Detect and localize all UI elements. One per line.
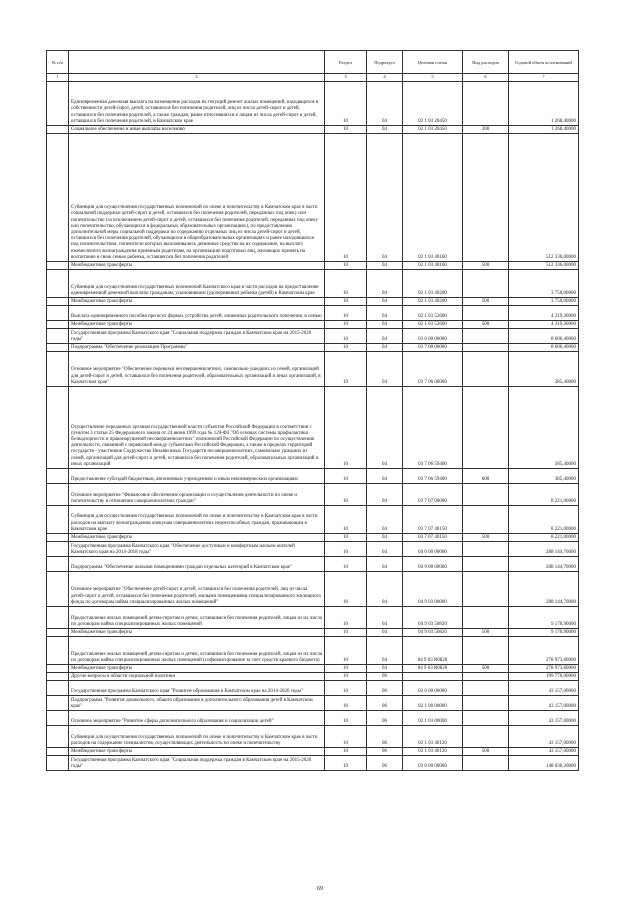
table-row	[47, 696, 579, 711]
header-total: Годовой объем ассигнований	[509, 51, 579, 74]
row-total-cell: 199 770,00000	[509, 673, 579, 681]
row-section-cell: 10	[325, 726, 367, 748]
row-section-cell: 10	[325, 329, 367, 344]
row-exptype-cell	[463, 344, 509, 352]
row-subsection-cell: 06	[367, 748, 403, 756]
row-num-cell	[47, 629, 69, 637]
row-num-cell	[47, 607, 69, 629]
row-subsection-cell: 04	[367, 665, 403, 673]
row-total-cell: 288 144,70000	[509, 542, 579, 557]
row-target-cell: 02 1 03 40120	[403, 748, 463, 756]
row-total-cell: 43 157,00000	[509, 748, 579, 756]
row-name-cell: Межбюджетные трансферты	[69, 534, 325, 542]
row-section-cell: 10	[325, 681, 367, 696]
row-exptype-cell	[463, 756, 509, 771]
row-exptype-cell	[463, 637, 509, 665]
row-total-cell: 8 606,40000	[509, 344, 579, 352]
row-total-cell: 148 030,20000	[509, 756, 579, 771]
row-section-cell: 10	[325, 711, 367, 726]
col-number: 3	[325, 74, 367, 82]
row-num-cell	[47, 711, 69, 726]
row-total-cell: 288 144,70000	[509, 557, 579, 572]
row-target-cell: 02 1 03 40200	[403, 270, 463, 298]
row-exptype-cell: 500	[463, 321, 509, 329]
row-subsection-cell: 04	[367, 607, 403, 629]
table-row	[47, 352, 579, 387]
row-target-cell: 04 9 03 50820	[403, 607, 463, 629]
row-exptype-cell	[463, 681, 509, 696]
row-target-cell: 02 1 03 40160	[403, 262, 463, 270]
row-target-cell: 02 0 00 00000	[403, 681, 463, 696]
row-total-cell: 385,40000	[509, 469, 579, 484]
row-name-cell: Единовременная денежная выплата на возмещение расходов на текущий ремонт жилых помещений, находящихся в собственности детей-сирот, детей, оставшихся без попечения родителей, лиц из числа детей-сирот и детей, оставшихся без попечения родителей, а также граждан, ранее относившихся к лицам из числа детей-сирот и детей, оставшихся без попечения родителей, в Камчатском крае	[69, 82, 325, 126]
row-exptype-cell	[463, 82, 509, 126]
row-num-cell	[47, 82, 69, 126]
row-exptype-cell	[463, 542, 509, 557]
row-section-cell: 10	[325, 557, 367, 572]
row-name-cell: Другие вопросы в области социальной политики	[69, 673, 325, 681]
row-subsection-cell: 04	[367, 534, 403, 542]
table-row	[47, 469, 579, 484]
row-name-cell: Межбюджетные трансферты	[69, 629, 325, 637]
row-total-cell: 9 170,90000	[509, 607, 579, 629]
row-total-cell: 385,40000	[509, 352, 579, 387]
row-subsection-cell: 04	[367, 352, 403, 387]
row-num-cell	[47, 665, 69, 673]
row-section-cell: 10	[325, 134, 367, 262]
col-number: 5	[403, 74, 463, 82]
row-total-cell: 43 157,00000	[509, 711, 579, 726]
row-exptype-cell	[463, 607, 509, 629]
table-row	[47, 321, 579, 329]
row-section-cell: 10	[325, 542, 367, 557]
row-name-cell: Подпрограмма "Обеспечение реализации Программы"	[69, 344, 325, 352]
header-subsection: Подраздел	[367, 51, 403, 74]
row-target-cell: 04 9 03 R0820	[403, 637, 463, 665]
row-target-cell: 04 9 03 00000	[403, 572, 463, 607]
row-exptype-cell: 500	[463, 665, 509, 673]
table-header-row	[47, 51, 579, 74]
row-name-cell: Предоставление жилых помещений детям-сиротам и детям, оставшимся без попечения родителей, лицам из их числа по договорам найма специализированных жилых помещений (софинансирование за счет средств краевого бюджета)	[69, 637, 325, 665]
col-number: 6	[463, 74, 509, 82]
row-subsection-cell: 04	[367, 298, 403, 306]
row-total-cell: 8 606,40000	[509, 329, 579, 344]
row-total-cell: 8 221,00000	[509, 484, 579, 506]
row-subsection-cell: 06	[367, 756, 403, 771]
table-row	[47, 82, 579, 126]
row-num-cell	[47, 329, 69, 344]
table-row	[47, 506, 579, 534]
table-row	[47, 484, 579, 506]
table-row	[47, 126, 579, 134]
row-total-cell: 278 973,80000	[509, 665, 579, 673]
row-target-cell: 04 0 00 00000	[403, 542, 463, 557]
row-subsection-cell: 04	[367, 387, 403, 469]
row-target-cell: 04 9 03 50820	[403, 629, 463, 637]
row-exptype-cell: 500	[463, 534, 509, 542]
row-num-cell	[47, 726, 69, 748]
row-subsection-cell: 04	[367, 557, 403, 572]
row-target-cell: 02 1 03 52600	[403, 306, 463, 321]
row-name-cell: Предоставление жилых помещений детям-сиротам и детям, оставшимся без попечения родителей, лицам из их числа по договорам найма специализированных жилых помещений	[69, 607, 325, 629]
row-total-cell: 43 157,00000	[509, 696, 579, 711]
row-exptype-cell: 300	[463, 126, 509, 134]
row-total-cell: 43 157,00000	[509, 681, 579, 696]
row-name-cell: Подпрограмма "Развитие дошкольного, общего образования и дополнительного образования детей в Камчатском крае"	[69, 696, 325, 711]
row-total-cell: 3 750,00000	[509, 298, 579, 306]
row-num-cell	[47, 387, 69, 469]
row-subsection-cell: 04	[367, 262, 403, 270]
row-target-cell: 02 1 03 20450	[403, 82, 463, 126]
table-row	[47, 607, 579, 629]
row-num-cell	[47, 270, 69, 298]
row-section-cell: 10	[325, 665, 367, 673]
table-row	[47, 134, 579, 262]
row-exptype-cell	[463, 352, 509, 387]
row-exptype-cell	[463, 557, 509, 572]
row-name-cell: Государственная программа Камчатского края "Развитие образования в Камчатском крае на 2014-2020 годы"	[69, 681, 325, 696]
row-name-cell: Субвенции для осуществления государственных полномочий по опеке и попечительству в Камчатском крае в части расходов на содержание специалистов, осуществляющих деятельность по опеке и попечительству	[69, 726, 325, 748]
row-section-cell: 10	[325, 306, 367, 321]
row-subsection-cell: 04	[367, 134, 403, 262]
row-name-cell: Субвенции для осуществления государственных полномочий по опеке и попечительству в Камчатском крае в части социальной поддержки детей-сирот и детей, оставшихся без попечения родителей, переданных под опеку или попечительство (за исключением детей-сирот и детей, оставшихся без попечения родителей, переданных под опеку или попечительство, обучающихся в федеральных образовательных организациях), по предоставлению дополнительной меры социальной поддержки по содержанию отдельных лиц из числа детей-сирот и детей, оставшихся без попечения родителей, обучающихся в общеобразовательных организациях и ранее находившихся под попечительством, попечители которых выплачивались денежные средства на их содержание, на выплату ежемесячного вознаграждения приемным родителям, на организацию подготовки лиц, желающих принять на воспитание в свою семью ребенка, оставшегося без попечения родителей	[69, 134, 325, 262]
row-name-cell: Государственная программа Камчатского края "Обеспечение доступным и комфортным жильем жителей Камчатского края на 2014-2018 годы"	[69, 542, 325, 557]
row-subsection-cell: 04	[367, 572, 403, 607]
row-num-cell	[47, 126, 69, 134]
table-row	[47, 726, 579, 748]
table-row	[47, 387, 579, 469]
row-exptype-cell	[463, 506, 509, 534]
row-exptype-cell	[463, 134, 509, 262]
table-row	[47, 756, 579, 771]
row-num-cell	[47, 506, 69, 534]
table-row	[47, 542, 579, 557]
table-row	[47, 748, 579, 756]
row-target-cell: 02 1 03 40120	[403, 726, 463, 748]
table-row	[47, 673, 579, 681]
row-num-cell	[47, 321, 69, 329]
row-name-cell: Основное мероприятие "Обеспечение перевозки несовершеннолетних, самовольно ушедших из семей, организаций для детей-сирот и детей, оставшихся без попечения родителей, образовательных организаций и иных организаций, в Камчатском крае"	[69, 352, 325, 387]
row-num-cell	[47, 469, 69, 484]
row-exptype-cell: 600	[463, 469, 509, 484]
row-exptype-cell	[463, 484, 509, 506]
table-row	[47, 262, 579, 270]
row-target-cell: 03 7 06 00000	[403, 352, 463, 387]
row-subsection-cell: 06	[367, 711, 403, 726]
row-target-cell	[403, 673, 463, 681]
row-name-cell: Основное мероприятие "Обеспечение детей-сирот и детей, оставшихся без попечения родителей, лиц из числа детей-сирот и детей, оставшихся без попечения родителей, жилыми помещениями специализированного жилищного фонда по договорам найма специализированных жилых помещений"	[69, 572, 325, 607]
row-target-cell: 02 1 03 20450	[403, 126, 463, 134]
row-name-cell: Выплата единовременного пособия при всех формах устройства детей, лишенных родительского попечения, в семью	[69, 306, 325, 321]
row-section-cell: 10	[325, 673, 367, 681]
row-name-cell: Осуществление переданных органам государственной власти субъектов Российской Федерации в соответствии с пунктом 3 статьи 25 Федерального закона от 24 июня 1999 года № 120-ФЗ "Об основах системы профилактики безнадзорности и правонарушений несовершеннолетних" полномочий Российской Федерации по осуществлению деятельности, связанной с перевозкой между субъектами Российской Федерации, а также в пределах территорий государств - участников Содружества Независимых Государств несовершеннолетних, самовольно ушедших из семей, организаций для детей-сирот и детей, оставшихся без попечения родителей, образовательных организаций и иных организаций	[69, 387, 325, 469]
row-target-cell: 04 9 03 R0820	[403, 665, 463, 673]
row-name-cell: Предоставление субсидий бюджетным, автономным учреждениям и иным некоммерческим организациям	[69, 469, 325, 484]
row-target-cell: 02 1 03 40160	[403, 134, 463, 262]
row-name-cell: Субвенции для осуществления государственных полномочий Камчатского края в части расходов на предоставление единовременной денежной выплаты гражданам, усыновившим (удочерившим) ребенка (детей) в Камчатском крае	[69, 270, 325, 298]
row-total-cell: 385,40000	[509, 387, 579, 469]
row-num-cell	[47, 542, 69, 557]
row-name-cell: Государственная программа Камчатского края "Социальная поддержка граждан в Камчатском крае на 2015-2020 годы"	[69, 329, 325, 344]
row-total-cell: 4 319,30000	[509, 306, 579, 321]
row-section-cell: 10	[325, 607, 367, 629]
row-num-cell	[47, 696, 69, 711]
table-row	[47, 681, 579, 696]
row-section-cell: 10	[325, 748, 367, 756]
table-row	[47, 306, 579, 321]
row-target-cell: 03 7 06 59400	[403, 387, 463, 469]
row-section-cell: 10	[325, 696, 367, 711]
row-exptype-cell	[463, 270, 509, 298]
row-target-cell: 03 7 07 40150	[403, 534, 463, 542]
row-subsection-cell: 04	[367, 629, 403, 637]
row-section-cell: 10	[325, 262, 367, 270]
table-row	[47, 298, 579, 306]
row-num-cell	[47, 756, 69, 771]
row-exptype-cell	[463, 726, 509, 748]
row-subsection-cell: 06	[367, 673, 403, 681]
budget-table-page	[46, 50, 578, 771]
table-row	[47, 344, 579, 352]
row-subsection-cell: 04	[367, 306, 403, 321]
row-exptype-cell: 500	[463, 748, 509, 756]
row-name-cell: Основное мероприятие "Финансовое обеспечение организации и осуществления деятельности по опеке и попечительству в отношении совершеннолетних граждан"	[69, 484, 325, 506]
table-row	[47, 534, 579, 542]
row-num-cell	[47, 306, 69, 321]
row-subsection-cell: 06	[367, 681, 403, 696]
table-row	[47, 711, 579, 726]
row-name-cell: Межбюджетные трансферты	[69, 665, 325, 673]
row-section-cell: 10	[325, 126, 367, 134]
row-subsection-cell: 04	[367, 484, 403, 506]
row-target-cell: 02 1 03 40200	[403, 298, 463, 306]
row-section-cell: 10	[325, 484, 367, 506]
row-section-cell: 10	[325, 629, 367, 637]
row-target-cell: 02 1 03 00000	[403, 711, 463, 726]
row-section-cell: 10	[325, 572, 367, 607]
row-total-cell: 288 144,70000	[509, 572, 579, 607]
row-exptype-cell	[463, 306, 509, 321]
col-number: 7	[509, 74, 579, 82]
row-num-cell	[47, 673, 69, 681]
row-num-cell	[47, 748, 69, 756]
row-subsection-cell: 04	[367, 126, 403, 134]
row-exptype-cell	[463, 711, 509, 726]
table-row	[47, 572, 579, 607]
header-name	[69, 51, 325, 74]
row-subsection-cell: 06	[367, 726, 403, 748]
col-number: 4	[367, 74, 403, 82]
row-total-cell: 4 319,30000	[509, 321, 579, 329]
row-num-cell	[47, 298, 69, 306]
row-section-cell: 10	[325, 82, 367, 126]
row-subsection-cell: 04	[367, 329, 403, 344]
row-target-cell: 04 9 00 00000	[403, 557, 463, 572]
column-numbering-row	[47, 74, 579, 82]
row-num-cell	[47, 681, 69, 696]
row-num-cell	[47, 484, 69, 506]
header-target: Целевая статья	[403, 51, 463, 74]
row-section-cell: 10	[325, 321, 367, 329]
row-total-cell: 9 170,90000	[509, 629, 579, 637]
row-exptype-cell	[463, 673, 509, 681]
row-section-cell: 10	[325, 270, 367, 298]
row-total-cell: 512 336,00000	[509, 262, 579, 270]
row-subsection-cell: 06	[367, 696, 403, 711]
row-section-cell: 10	[325, 534, 367, 542]
row-num-cell	[47, 572, 69, 607]
row-num-cell	[47, 637, 69, 665]
row-num-cell	[47, 352, 69, 387]
row-name-cell: Межбюджетные трансферты	[69, 262, 325, 270]
row-num-cell	[47, 262, 69, 270]
row-subsection-cell: 04	[367, 469, 403, 484]
table-row	[47, 665, 579, 673]
row-total-cell: 278 973,80000	[509, 637, 579, 665]
row-subsection-cell: 04	[367, 344, 403, 352]
col-number: 2	[69, 74, 325, 82]
row-name-cell: Социальное обеспечение и иные выплаты населению	[69, 126, 325, 134]
row-exptype-cell	[463, 387, 509, 469]
row-exptype-cell	[463, 572, 509, 607]
row-subsection-cell: 04	[367, 270, 403, 298]
row-section-cell: 10	[325, 506, 367, 534]
header-section: Раздел	[325, 51, 367, 74]
row-subsection-cell: 04	[367, 82, 403, 126]
row-target-cell: 03 0 00 00000	[403, 756, 463, 771]
row-total-cell: 43 157,00000	[509, 726, 579, 748]
row-section-cell: 10	[325, 298, 367, 306]
row-num-cell	[47, 344, 69, 352]
table-row	[47, 270, 579, 298]
row-target-cell: 02 1 00 00000	[403, 696, 463, 711]
row-total-cell: 8 221,00000	[509, 534, 579, 542]
row-exptype-cell	[463, 696, 509, 711]
row-total-cell: 512 336,00000	[509, 134, 579, 262]
row-subsection-cell: 04	[367, 506, 403, 534]
row-subsection-cell: 04	[367, 637, 403, 665]
row-section-cell: 10	[325, 637, 367, 665]
row-section-cell: 10	[325, 352, 367, 387]
table-row	[47, 557, 579, 572]
row-target-cell: 03 0 00 00000	[403, 329, 463, 344]
row-section-cell: 10	[325, 469, 367, 484]
row-total-cell: 1 268,40000	[509, 126, 579, 134]
row-num-cell	[47, 557, 69, 572]
row-target-cell: 03 7 06 59400	[403, 469, 463, 484]
table-row	[47, 637, 579, 665]
row-section-cell: 10	[325, 344, 367, 352]
row-subsection-cell: 04	[367, 321, 403, 329]
row-name-cell: Государственная программа Камчатского края "Социальная поддержка граждан в Камчатском крае на 2015-2020 годы"	[69, 756, 325, 771]
budget-table	[46, 50, 579, 771]
header-num: № п/п	[47, 51, 69, 74]
page-number: 69	[317, 886, 323, 892]
row-exptype-cell: 500	[463, 262, 509, 270]
table-row	[47, 329, 579, 344]
row-num-cell	[47, 534, 69, 542]
table-row	[47, 629, 579, 637]
row-name-cell: Основное мероприятие "Развитие сферы дополнительного образования и социализации детей"	[69, 711, 325, 726]
row-num-cell	[47, 134, 69, 262]
row-section-cell: 10	[325, 387, 367, 469]
row-name-cell: Субвенции для осуществления государственных полномочий по опеке и попечительству в Камчатском крае в части расходов на выплату вознаграждения опекунам совершеннолетних недееспособных граждан, проживающим в Камчатском крае	[69, 506, 325, 534]
header-exptype: Вид расходов	[463, 51, 509, 74]
row-name-cell: Подпрограмма "Обеспечение жилыми помещениями граждан отдельных категорий в Камчатском крае"	[69, 557, 325, 572]
row-name-cell: Межбюджетные трансферты	[69, 748, 325, 756]
row-total-cell: 8 221,00000	[509, 506, 579, 534]
row-subsection-cell: 04	[367, 542, 403, 557]
row-name-cell: Межбюджетные трансферты	[69, 321, 325, 329]
col-number: 1	[47, 74, 69, 82]
row-total-cell: 1 268,40000	[509, 82, 579, 126]
row-total-cell: 3 750,00000	[509, 270, 579, 298]
row-target-cell: 03 7 07 40150	[403, 506, 463, 534]
row-section-cell: 10	[325, 756, 367, 771]
row-target-cell: 03 7 00 00000	[403, 344, 463, 352]
row-exptype-cell: 500	[463, 298, 509, 306]
row-exptype-cell	[463, 329, 509, 344]
row-target-cell: 03 7 07 00000	[403, 484, 463, 506]
row-name-cell: Межбюджетные трансферты	[69, 298, 325, 306]
row-exptype-cell: 500	[463, 629, 509, 637]
row-target-cell: 02 1 03 52600	[403, 321, 463, 329]
